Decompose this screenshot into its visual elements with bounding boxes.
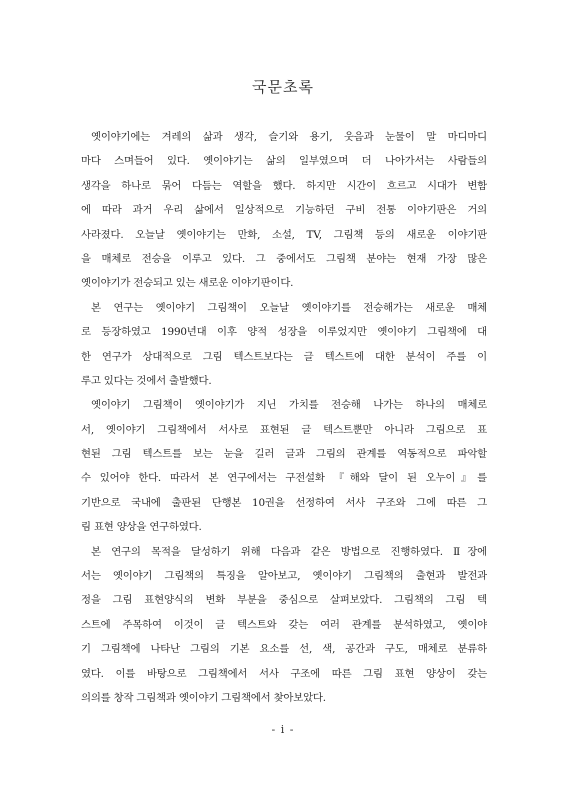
abstract-body xyxy=(81,125,487,710)
paragraph-4-line: 기 그림책에 나타난 그림의 기본 요소를 선, 색, 공간과 구도, 매체로 분류하 xyxy=(81,643,487,656)
paragraph-1-line: 옛이야기에는 겨레의 삶과 생각, 슬기와 용기, 웃음과 눈물이 말 마디마디 xyxy=(91,131,487,143)
paragraph-1-line: 옛이야기가 전승되고 있는 새로운 이야기판이다. xyxy=(81,277,294,290)
paragraph-3-line: 옛이야기 그림책이 옛이야기가 지닌 가치를 전승해 나가는 하나의 매체로 xyxy=(91,399,487,412)
paragraph-2-line: 로 등장하였고 1990년대 이후 양적 성장을 이루었지만 옛이야기 그림책에 대 xyxy=(81,326,487,339)
paragraph-4-line: 본 연구의 목적을 달성하기 위해 다음과 같은 방법으로 진행하였다. Ⅱ장에 xyxy=(91,545,487,558)
paragraph-1-line: 생각을 하나로 묶어 다듬는 역할을 했다. 하지만 시간이 흐르고 시대가 변함 xyxy=(81,179,487,192)
paragraph-2-line: 루고 있다는 것에서 출발했다. xyxy=(81,374,212,387)
page-title: 국문초록 xyxy=(252,78,314,96)
paragraph-3-line: 서, 옛이야기 그림책에서 서사로 표현된 글 텍스트뿐만 아니라 그림으로 표 xyxy=(81,423,487,436)
paragraph-3-line: 수 있어야 한다. 따라서 본 연구에서는 구전설화 『해와 달이 된 오누이』를 xyxy=(81,472,487,485)
paragraph-3-line: 림 표현 양상을 연구하였다. xyxy=(81,521,202,534)
paragraph-4-line: 의의를 창작 그림책과 옛이야기 그림책에서 찾아보았다. xyxy=(81,691,326,704)
paragraph-1-line: 사라졌다. 오늘날 옛이야기는 만화, 소설, TV, 그림책 등의 새로운 이야기판 xyxy=(81,228,487,241)
paragraph-3-line: 기반으로 국내에 출판된 단행본 10권을 선정하여 서사 구조와 그에 따른 그 xyxy=(81,496,487,509)
paragraph-1-line: 을 매체로 전승을 이루고 있다. 그 중에서도 그림책 분야는 현재 가장 많은 xyxy=(81,252,487,265)
paragraph-1-line: 마다 스며들어 있다. 옛이야기는 삶의 일부였으며 더 나아가서는 사람들의 xyxy=(81,155,487,168)
paragraph-4-line: 스트에 주목하여 이것이 글 텍스트와 갖는 여러 관계를 분석하였고, 옛이야 xyxy=(81,618,487,631)
paragraph-1-line: 에 따라 과거 우리 삶에서 일상적으로 기능하던 구비 전통 이야기판은 거의 xyxy=(81,204,487,217)
paragraph-3-line: 현된 그림 텍스트를 보는 눈을 길러 글과 그림의 관계를 역동적으로 파악할 xyxy=(81,448,487,461)
paragraph-4-line: 정을 그림 표현양식의 변화 부분을 중심으로 살펴보았다. 그림책의 그림 텍 xyxy=(81,594,487,607)
page-number: - i - xyxy=(271,723,295,736)
paragraph-4-line: 서는 옛이야기 그림책의 특징을 알아보고, 옛이야기 그림책의 출현과 발전과 xyxy=(81,570,487,583)
paragraph-2-line: 본 연구는 옛이야기 그림책이 오늘날 옛이야기를 전승해가는 새로운 매체 xyxy=(91,301,487,314)
paragraph-4-line: 였다. 이를 바탕으로 그림책에서 서사 구조에 따른 그림 표현 양상이 갖는 xyxy=(81,667,487,680)
paragraph-2-line: 한 연구가 상대적으로 그림 텍스트보다는 글 텍스트에 대한 분석이 주를 이 xyxy=(81,350,487,363)
